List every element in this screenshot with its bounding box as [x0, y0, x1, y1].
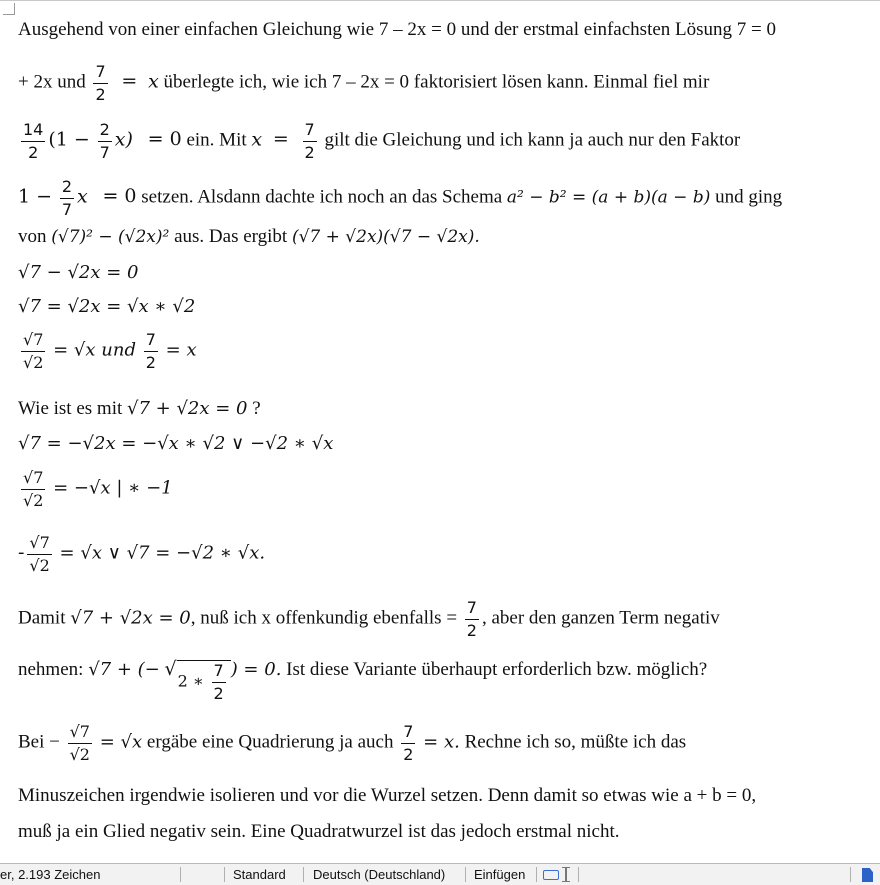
- fraction-numerator: √7: [27, 534, 51, 555]
- fraction-denominator: 2: [403, 744, 414, 764]
- text-segment: Damit: [18, 607, 66, 629]
- status-separator: [536, 867, 537, 882]
- status-bar: [0, 863, 880, 885]
- text-segment: Ist diese Variante überhaupt erforderlich bzw. möglich?: [286, 659, 708, 680]
- fraction-denominator: 7: [99, 142, 110, 162]
- text-segment: + 2x und: [18, 71, 86, 93]
- fraction-denominator: √2: [23, 490, 44, 510]
- text-line-4: [18, 178, 782, 218]
- insert-mode-status[interactable]: Einfügen: [474, 867, 526, 882]
- paragraph-line-3: [18, 723, 686, 763]
- page-style-status[interactable]: Standard: [233, 867, 286, 882]
- fraction-denominator: √2: [69, 744, 90, 764]
- text-segment: aus. Das ergibt: [174, 226, 288, 247]
- fraction: [212, 662, 226, 702]
- math-expression: = √x ∨ √7 = −√2 ∗ √x.: [59, 542, 266, 564]
- math-expression: = 0: [147, 128, 182, 151]
- math-expression: 1 −: [18, 185, 53, 208]
- status-separator: [578, 867, 579, 882]
- fraction: [98, 121, 112, 161]
- equation-5: [18, 469, 173, 509]
- text-segment: ?: [252, 398, 261, 419]
- text-segment: Wie ist es mit: [18, 398, 123, 419]
- equals-sign: =: [121, 70, 138, 93]
- fraction: [303, 121, 317, 161]
- text-segment: ergäbe eine Quadrierung ja auch: [146, 731, 394, 753]
- text-segment: gilt die Gleichung und ich kann ja auch nur den Faktor: [324, 129, 741, 151]
- fraction-denominator: 7: [61, 199, 72, 219]
- page-corner-mark: [3, 3, 15, 15]
- paragraph-line-5: muß ja ein Glied negativ sein. Eine Quadratwurzel ist das jedoch erstmal nicht.: [18, 821, 620, 842]
- fraction-numerator: 2: [60, 178, 74, 199]
- text-line-5: [18, 227, 480, 246]
- fraction-denominator: 2: [95, 84, 106, 104]
- text-segment: Rechne ich so, müßte ich das: [464, 731, 687, 753]
- math-expression: (1 −: [48, 128, 90, 151]
- status-separator: [180, 867, 181, 882]
- math-expression: ) = 0.: [230, 659, 282, 680]
- document-modified-icon[interactable]: [862, 868, 873, 882]
- equation-6: [18, 534, 265, 574]
- text-segment: Bei −: [18, 731, 60, 753]
- equation-2: √7 = √2x = √x ∗ √2: [18, 296, 196, 317]
- question-line: [18, 399, 261, 418]
- fraction-numerator: 7: [401, 723, 415, 744]
- fraction-numerator: 7: [93, 63, 107, 84]
- text-segment: nehmen:: [18, 659, 84, 680]
- math-variable: x: [77, 185, 88, 208]
- paragraph-line-4: Minuszeichen irgendwie isolieren und vor die Wurzel setzen. Denn damit so etwas wie a + b = 0,: [18, 785, 757, 806]
- fraction-numerator: 7: [144, 331, 158, 352]
- fraction-denominator: 2: [304, 142, 315, 162]
- word-count-status[interactable]: er, 2.193 Zeichen: [0, 867, 101, 882]
- fraction: [21, 469, 45, 509]
- radicand: [177, 660, 231, 702]
- fraction: [27, 534, 51, 574]
- fraction-numerator: 14: [21, 121, 45, 142]
- math-expression: = √x: [99, 731, 143, 753]
- equation-1: √7 − √2x = 0: [18, 262, 139, 283]
- math-expression: x): [114, 128, 133, 151]
- fraction: [60, 178, 74, 218]
- paragraph-line-2: [18, 660, 707, 702]
- math-expression: = −√x | ∗ −1: [53, 477, 173, 499]
- fraction: [21, 331, 45, 371]
- fraction-numerator: √7: [68, 723, 92, 744]
- math-variable: x: [148, 70, 159, 93]
- status-separator: [224, 867, 225, 882]
- fraction-numerator: 7: [212, 662, 226, 683]
- radical-sign: √: [164, 658, 177, 680]
- text-segment: ein. Mit: [186, 129, 247, 151]
- fraction-numerator: 7: [465, 599, 479, 620]
- text-segment: und ging: [715, 186, 783, 208]
- math-expression: √7 + (−: [88, 659, 160, 680]
- equals-sign: =: [272, 128, 289, 151]
- selection-mode-icon[interactable]: [543, 870, 559, 880]
- text-line-3: [18, 121, 740, 161]
- language-status[interactable]: Deutsch (Deutschland): [313, 867, 446, 882]
- fraction: [144, 331, 158, 371]
- fraction-denominator: 2: [466, 620, 477, 640]
- status-separator: [850, 867, 851, 882]
- equation-3: [18, 331, 197, 371]
- fraction: [401, 723, 415, 763]
- fraction-denominator: 2: [28, 142, 39, 162]
- status-separator: [465, 867, 466, 882]
- text-line-1: Ausgehend von einer einfachen Gleichung wie 7 – 2x = 0 und der erstmal einfachsten Lösung 7 = 0: [18, 19, 776, 40]
- text-cursor-icon: [565, 867, 567, 882]
- paragraph-line-1: [18, 599, 720, 639]
- math-expression: 2 ∗: [177, 671, 204, 691]
- fraction-denominator: √2: [23, 352, 44, 372]
- fraction: [21, 121, 45, 161]
- math-variable: x: [251, 128, 263, 151]
- text-segment: überlegte ich, wie ich 7 – 2x = 0 faktorisiert lösen kann. Einmal fiel mir: [163, 71, 710, 93]
- text-segment: setzen. Alsdann dachte ich noch an das Schema: [141, 186, 503, 208]
- math-expression: = x.: [423, 731, 460, 753]
- fraction-numerator: √7: [21, 469, 45, 490]
- minus-sign: -: [18, 541, 25, 564]
- text-segment: , aber den ganzen Term negativ: [481, 607, 720, 629]
- math-expression: √7 + √2x = 0: [127, 398, 248, 419]
- square-root: [165, 660, 231, 702]
- equation-4: √7 = −√2x = −√x ∗ √2 ∨ −√2 ∗ √x: [18, 433, 334, 454]
- fraction: [68, 723, 92, 763]
- fraction-numerator: 2: [98, 121, 112, 142]
- math-expression: (√7)² − (√2x)²: [51, 227, 170, 247]
- fraction-denominator: 2: [145, 352, 156, 372]
- fraction-numerator: 7: [303, 121, 317, 142]
- fraction-numerator: √7: [21, 331, 45, 352]
- fraction: [465, 599, 479, 639]
- math-expression: = x: [165, 339, 197, 361]
- status-separator: [303, 867, 304, 882]
- fraction: [93, 63, 107, 103]
- fraction-denominator: √2: [29, 555, 50, 575]
- fraction-denominator: 2: [213, 683, 224, 703]
- math-expression: (√7 + √2x)(√7 − √2x).: [291, 227, 480, 247]
- math-expression: = √x und: [53, 339, 136, 361]
- math-expression: a² − b² = (a + b)(a − b): [506, 187, 711, 208]
- math-expression: = 0: [102, 185, 137, 208]
- math-expression: √7 + √2x = 0: [70, 607, 191, 629]
- text-segment: , nuß ich x offenkundig ebenfalls =: [190, 607, 458, 629]
- text-segment: von: [18, 226, 47, 247]
- text-line-2: [18, 63, 709, 103]
